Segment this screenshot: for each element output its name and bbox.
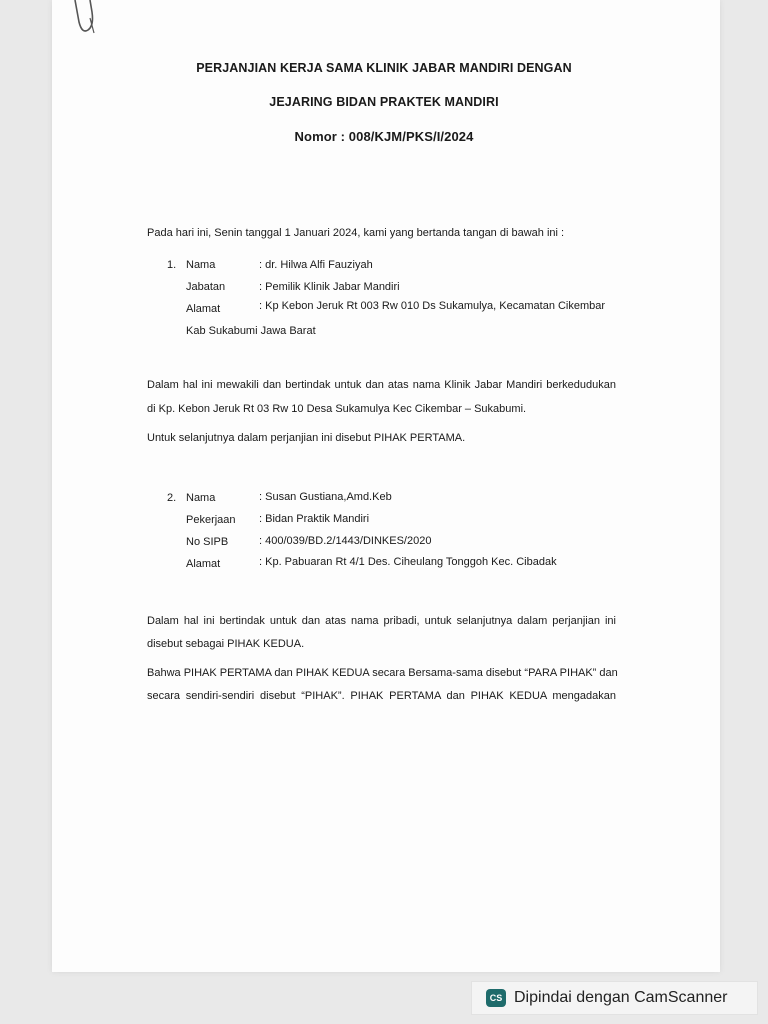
party1-value-alamat: : Kp Kebon Jeruk Rt 003 Rw 010 Ds Sukamulya, Kecamatan Cikembar: [259, 300, 606, 312]
party1-index: 1.: [167, 259, 177, 271]
closing-line1: Bahwa PIHAK PERTAMA dan PIHAK KEDUA secara Bersama-sama disebut “PARA PIHAK” dan: [147, 667, 618, 679]
party2-value-alamat: : Kp. Pabuaran Rt 4/1 Des. Ciheulang Tonggoh Kec. Cibadak: [259, 556, 557, 568]
party2-value-sipb: : 400/039/BD.2/1443/DINKES/2020: [259, 535, 432, 547]
party1-value-nama: : dr. Hilwa Alfi Fauziyah: [259, 259, 373, 271]
party1-address-cont: Kab Sukabumi Jawa Barat: [186, 325, 316, 337]
party2-label-alamat: Alamat: [186, 558, 221, 570]
party2-value-pekerjaan: : Bidan Praktik Mandiri: [259, 513, 370, 525]
document-title-line2: JEJARING BIDAN PRAKTEK MANDIRI: [269, 95, 499, 109]
party1-label-nama: Nama: [186, 259, 216, 271]
party2-label-pekerjaan: Pekerjaan: [186, 514, 236, 526]
party1-represent-line1: Dalam hal ini mewakili dan bertindak untuk dan atas nama Klinik Jabar Mandiri berkedudukan: [147, 379, 616, 391]
document-number: Nomor : 008/KJM/PKS/I/2024: [294, 129, 474, 144]
party1-designation: Untuk selanjutnya dalam perjanjian ini disebut PIHAK PERTAMA.: [147, 432, 466, 444]
party2-label-nama: Nama: [186, 492, 216, 504]
party2-represent-line2: disebut sebagai PIHAK KEDUA.: [147, 638, 305, 650]
camscanner-label: Dipindai dengan CamScanner: [514, 989, 728, 1006]
party1-value-jabatan: : Pemilik Klinik Jabar Mandiri: [259, 281, 400, 293]
party2-label-sipb: No SIPB: [186, 536, 229, 548]
party2-value-nama: : Susan Gustiana,Amd.Keb: [259, 491, 392, 503]
party1-label-jabatan: Jabatan: [186, 281, 226, 293]
closing-line2: secara sendiri-sendiri disebut “PIHAK”. PIHAK PERTAMA dan PIHAK KEDUA mengadakan: [147, 690, 616, 702]
party2-represent-line1: Dalam hal ini bertindak untuk dan atas nama pribadi, untuk selanjutnya dalam perjanjian ini: [147, 615, 616, 627]
document-page: [52, 0, 720, 972]
party1-label-alamat: Alamat: [186, 303, 221, 315]
paper-clip-mark: [70, 0, 100, 38]
document-title-line1: PERJANJIAN KERJA SAMA KLINIK JABAR MANDIRI DENGAN: [196, 61, 572, 75]
party1-represent-line2: di Kp. Kebon Jeruk Rt 03 Rw 10 Desa Sukamulya Kec Cikembar – Sukabumi.: [147, 403, 527, 415]
intro-text: Pada hari ini, Senin tanggal 1 Januari 2024, kami yang bertanda tangan di bawah ini :: [147, 227, 565, 239]
camscanner-icon: CS: [486, 989, 506, 1007]
camscanner-watermark: [471, 981, 758, 1015]
party2-index: 2.: [167, 492, 177, 504]
